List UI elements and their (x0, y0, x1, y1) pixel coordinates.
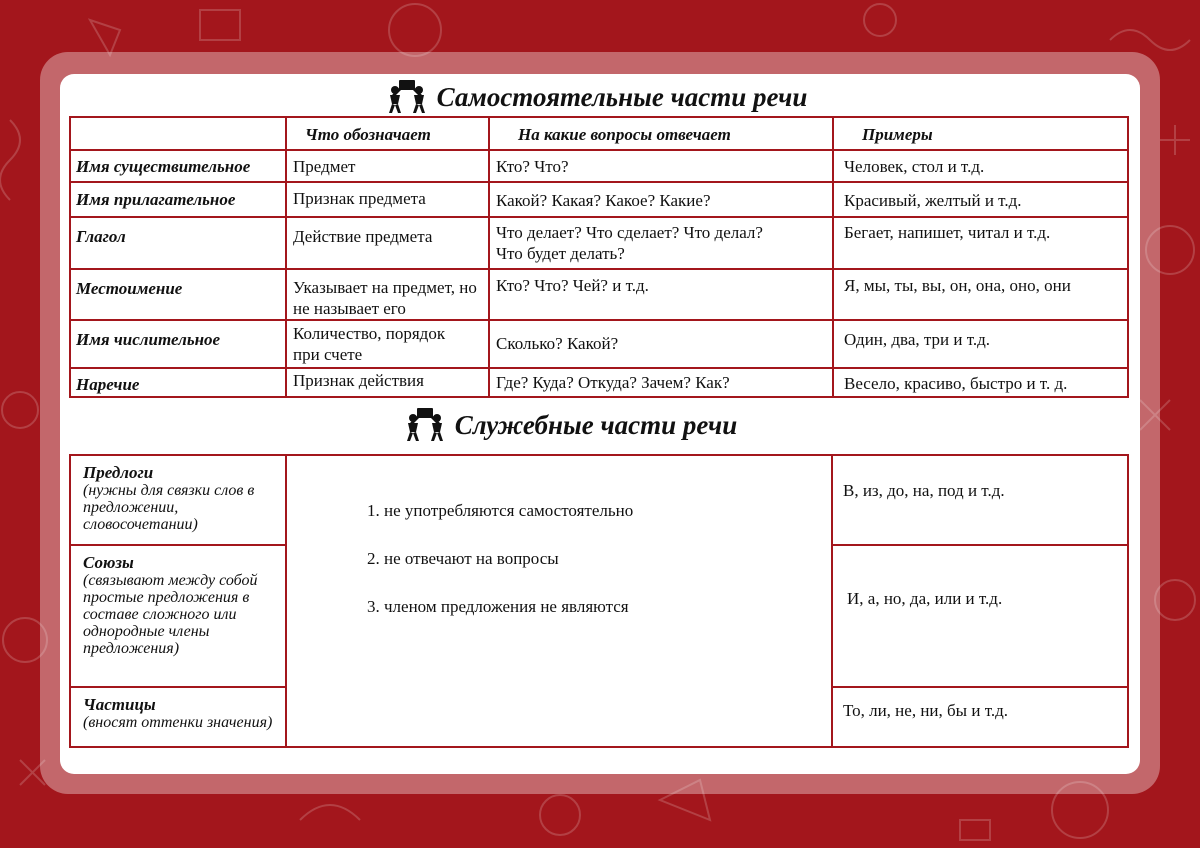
row-questions: Где? Куда? Откуда? Зачем? Как? (489, 368, 833, 397)
table-row (70, 217, 1128, 269)
table-row (70, 455, 1128, 545)
service-examples: То, ли, не, ни, бы и т.д. (832, 687, 1128, 747)
table-header-row (70, 117, 1128, 150)
row-meaning: Действие предмета (286, 217, 489, 269)
service-note: (связывают между собой простые предложения в составе сложного или однородные члены предложения) (83, 572, 258, 657)
row-meaning: Количество, порядок при счете (286, 320, 489, 368)
table-row (70, 368, 1128, 397)
row-meaning: Признак предмета (286, 182, 489, 217)
independent-table (69, 116, 1129, 398)
service-note: (вносят оттенки значения) (83, 714, 273, 731)
row-examples: Человек, стол и т.д. (833, 150, 1128, 182)
independent-title-text: Самостоятельные части речи (436, 81, 808, 112)
children-reading-icon (403, 408, 449, 442)
service-rules (286, 455, 832, 747)
service-name: Союзы (83, 553, 134, 572)
row-questions: Кто? Что? (489, 150, 833, 182)
service-title-text: Служебные части речи (454, 409, 738, 440)
header-questions: На какие вопросы отвечает (489, 117, 833, 150)
row-name: Имя существительное (70, 150, 286, 182)
row-examples: Бегает, напишет, читал и т.д. (833, 217, 1128, 269)
children-reading-icon (385, 80, 431, 114)
row-meaning: Признак действия (286, 368, 489, 397)
row-questions: Какой? Какая? Какое? Какие? (489, 182, 833, 217)
service-examples: В, из, до, на, под и т.д. (832, 455, 1128, 545)
service-name: Предлоги (83, 463, 154, 482)
service-name-cell (70, 455, 286, 545)
row-name: Местоимение (70, 269, 286, 320)
row-questions: Кто? Что? Чей? и т.д. (489, 269, 833, 320)
table-row (70, 269, 1128, 320)
service-table (69, 454, 1129, 748)
independent-title (0, 80, 1196, 114)
service-title (0, 408, 1170, 442)
row-name: Имя прилагательное (70, 182, 286, 217)
header-examples: Примеры (833, 117, 1128, 150)
rule-item: 3. членом предложения не являются (367, 597, 629, 616)
row-name: Имя числительное (70, 320, 286, 368)
service-name: Частицы (83, 695, 156, 714)
row-name: Глагол (70, 217, 286, 269)
row-examples: Один, два, три и т.д. (833, 320, 1128, 368)
rule-item: 2. не отвечают на вопросы (367, 549, 559, 568)
service-examples: И, а, но, да, или и т.д. (832, 545, 1128, 687)
row-meaning: Указывает на предмет, но не называет его (286, 269, 489, 320)
row-meaning: Предмет (286, 150, 489, 182)
row-examples: Весело, красиво, быстро и т. д. (833, 368, 1128, 397)
rule-item: 1. не употребляются самостоятельно (367, 501, 634, 520)
row-name: Наречие (70, 368, 286, 397)
row-examples: Я, мы, ты, вы, он, она, оно, они (833, 269, 1128, 320)
table-row (70, 182, 1128, 217)
table-row (70, 320, 1128, 368)
row-questions: Сколько? Какой? (489, 320, 833, 368)
header-meaning: Что обозначает (286, 117, 489, 150)
service-note: (нужны для связки слов в предложении, словосочетании) (83, 482, 255, 533)
service-name-cell (70, 687, 286, 747)
row-examples: Красивый, желтый и т.д. (833, 182, 1128, 217)
row-questions: Что делает? Что сделает? Что делал? Что будет делать? (489, 217, 833, 269)
service-name-cell (70, 545, 286, 687)
table-row (70, 150, 1128, 182)
header-empty (70, 117, 286, 150)
